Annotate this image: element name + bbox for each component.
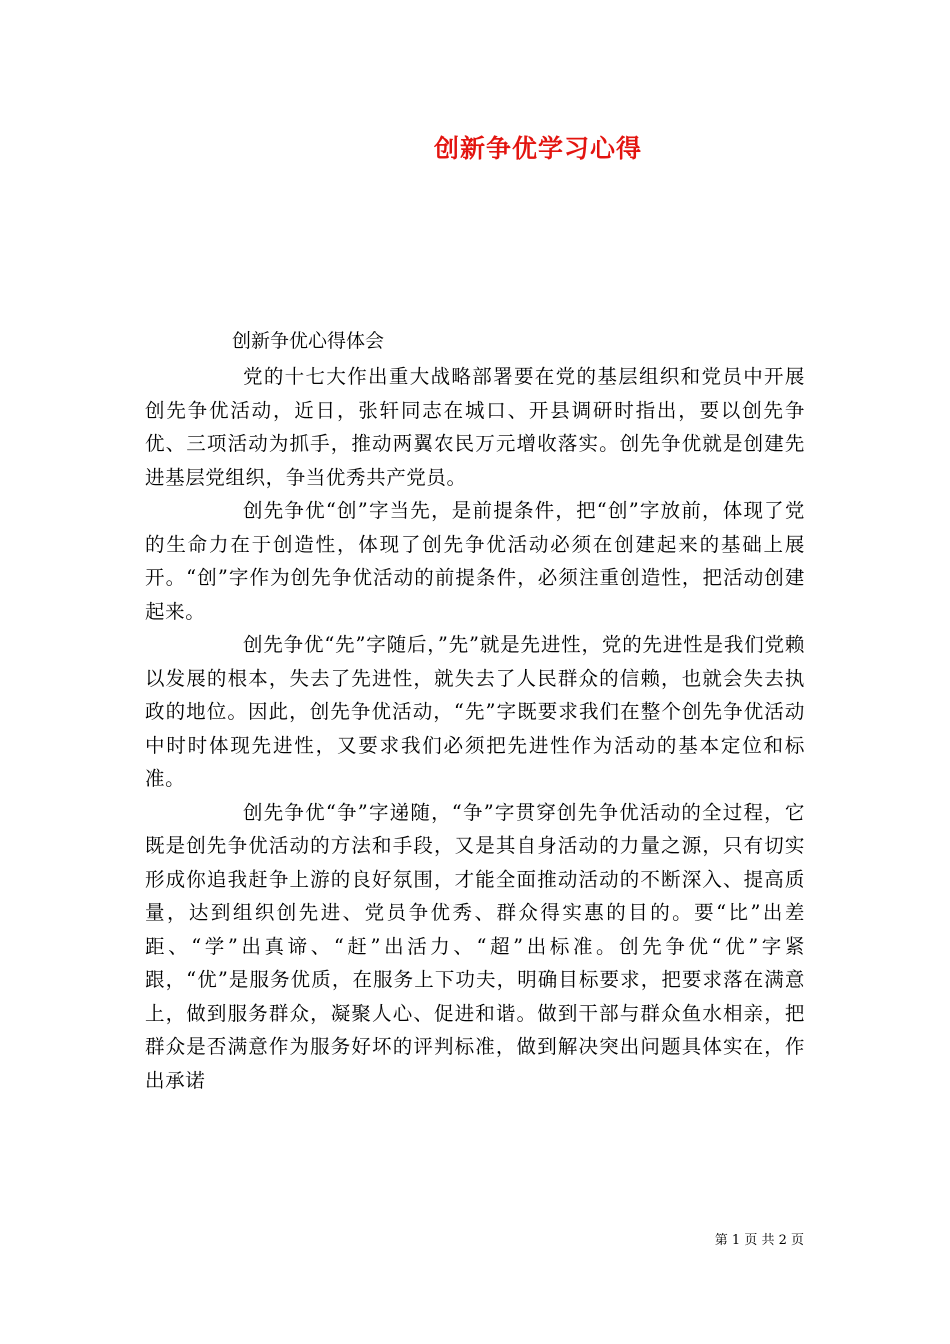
document-title: 创新争优学习心得: [433, 134, 642, 163]
document-body: [145, 360, 805, 1097]
page-number-footer: 第 1 页 共 2 页: [714, 1233, 804, 1248]
document-subtitle: 创新争优心得体会: [232, 330, 385, 352]
paragraph-2: 创先争优“创”字当先，是前提条件，把“创”字放前，体现了党的生命力在于创造性，体现了创先争优活动必须在创建起来的基础上展开。“创”字作为创先争优活动的前提条件，必须注重创造性，把活动创建起来。: [145, 499, 805, 623]
paragraph-1: 党的十七大作出重大战略部署要在党的基层组织和党员中开展创先争优活动，近日，张轩同志在城口、开县调研时指出，要以创先争优、三项活动为抓手，推动两翼农民万元增收落实。创先争优就是创建先进基层党组织，争当优秀共产党员。: [145, 365, 805, 489]
paragraph-4: 创先争优“争”字递随，“争”字贯穿创先争优活动的全过程，它既是创先争优活动的方法和手段，又是其自身活动的力量之源，只有切实形成你追我赶争上游的良好氛围，才能全面推动活动的不断深入、提高质量，达到组织创先进、党员争优秀、群众得实惠的目的。要“比”出差距、“学”出真谛、“赶”出活力、“超”出标准。创先争优“优”字紧跟，“优”是服务优质，在服务上下功夫，明确目标要求，把要求落在满意上，做到服务群众，凝聚人心、促进和谐。做到干部与群众鱼水相亲，把群众是否满意作为服务好坏的评判标准，做到解决突出问题具体实在，作出承诺: [145, 800, 805, 1092]
paragraph-3: 创先争优“先”字随后，”先”就是先进性，党的先进性是我们党赖以发展的根本，失去了先进性，就失去了人民群众的信赖，也就会失去执政的地位。因此，创先争优活动，“先”字既要求我们在整个创先争优活动中时时体现先进性，又要求我们必须把先进性作为活动的基本定位和标准。: [145, 633, 805, 790]
